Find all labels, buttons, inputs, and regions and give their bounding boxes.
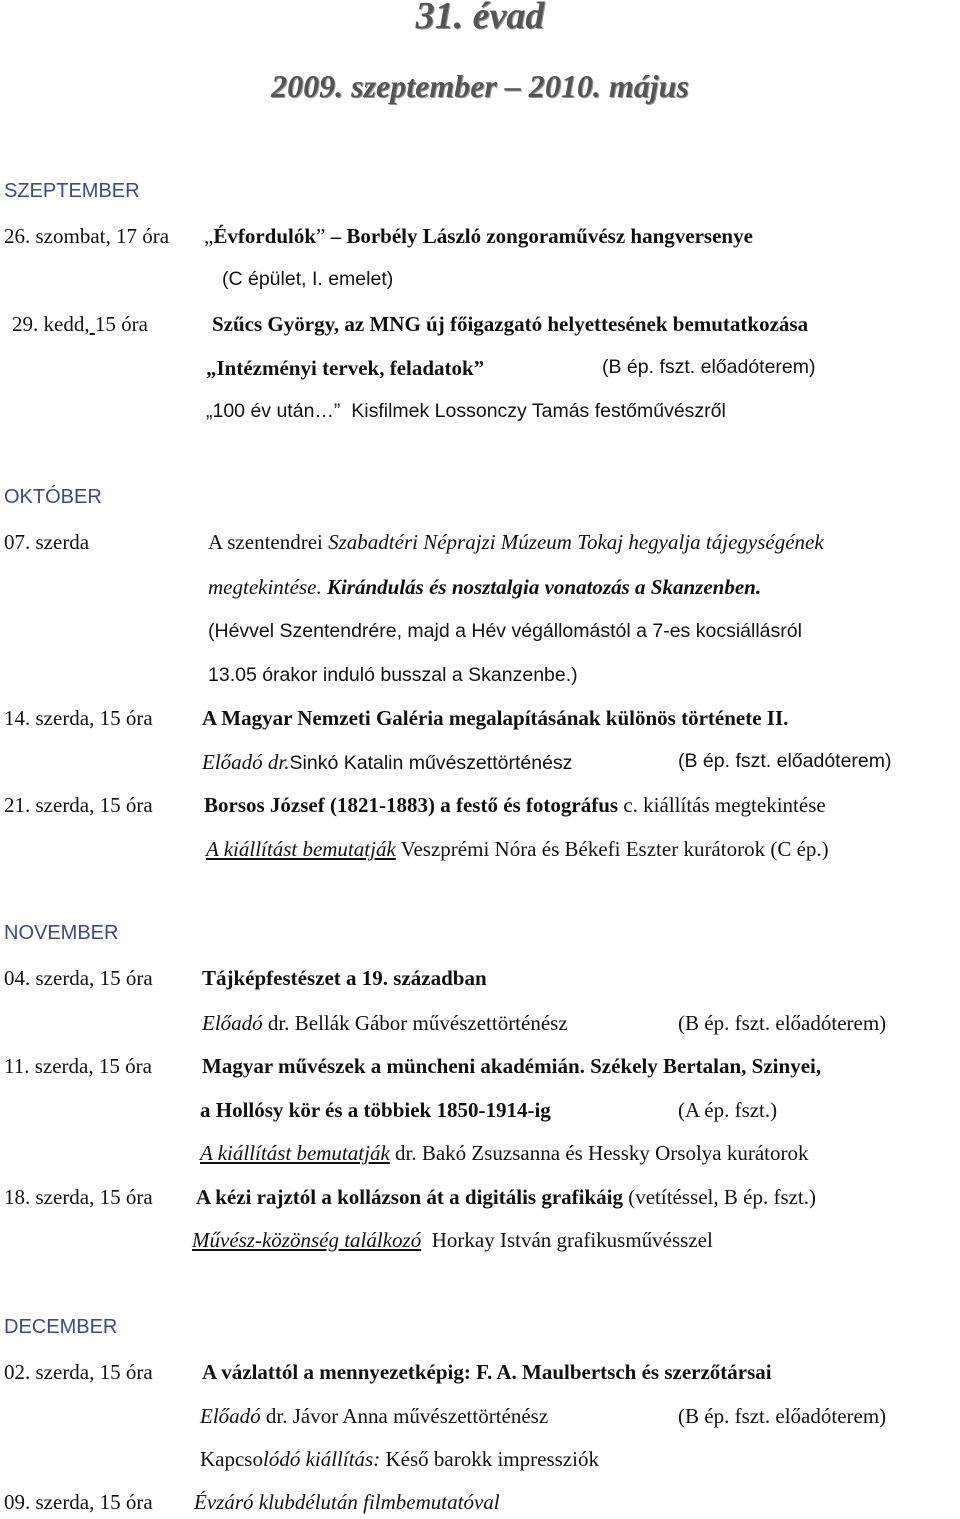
event-date-day: 29. kedd, bbox=[12, 312, 90, 336]
event-date: 07. szerda bbox=[4, 530, 90, 554]
event-title bbox=[202, 706, 788, 731]
curators-label: A kiállítást bemutatják bbox=[200, 1141, 390, 1165]
event-description-italic: megtekintése. bbox=[208, 575, 322, 599]
quote-open: „ bbox=[204, 224, 214, 248]
event-date: 26. szombat, 17 óra bbox=[4, 224, 170, 248]
event-date: 18. szerda, 15 óra bbox=[4, 1185, 153, 1209]
event-description bbox=[208, 575, 761, 600]
event-title bbox=[202, 966, 487, 991]
lecturer-label: Előadó bbox=[202, 1011, 263, 1035]
event-title bbox=[196, 1185, 816, 1210]
event-curators bbox=[200, 1141, 809, 1166]
event-title bbox=[204, 793, 826, 818]
event-location: (A ép. fszt.) bbox=[678, 1098, 778, 1122]
event-subtitle bbox=[206, 356, 484, 381]
related-exhibition: Késő barokk impressziók bbox=[385, 1447, 599, 1471]
event-location: (C épület, I. emelet) bbox=[222, 268, 394, 290]
event-date bbox=[12, 312, 148, 337]
event-title-main: A Magyar Nemzeti Galéria megalapításának különös története II. bbox=[202, 706, 789, 730]
lecturer-label: Előadó dr. bbox=[202, 750, 290, 774]
meeting-guest: Horkay István grafikusművésszel bbox=[431, 1228, 713, 1252]
related-label-italic: lódó kiállítás: bbox=[262, 1447, 381, 1471]
event-location: (B ép. fszt. előadóterem) bbox=[678, 1011, 887, 1035]
event-description bbox=[208, 530, 824, 555]
event-related bbox=[200, 1447, 599, 1472]
event-title-main: Magyar művészek a müncheni akadémián. Székely Bertalan, Szinyei, bbox=[202, 1054, 822, 1078]
curators-names: Veszprémi Nóra és Békefi Eszter kurátorok (C ép.) bbox=[400, 837, 829, 861]
event-lecturer bbox=[200, 1404, 548, 1429]
event-title-main: Tájképfestészet a 19. században bbox=[202, 966, 487, 990]
meeting-label: Művész-közönség találkozó bbox=[192, 1228, 422, 1252]
event-description-italic: Szabadtéri Néprajzi Múzeum Tokaj hegyalja tájegységének bbox=[328, 530, 824, 554]
event-note: (Hévvel Szentendrére, majd a Hév végállomástól a 7-es kocsiállásról bbox=[208, 620, 802, 642]
event-date: 02. szerda, 15 óra bbox=[4, 1360, 153, 1384]
event-location: (B ép. fszt. előadóterem) bbox=[602, 356, 816, 378]
event-meeting bbox=[192, 1228, 713, 1253]
event-highlight: Kirándulás és nosztalgia vonatozás a Skanzenben. bbox=[326, 575, 762, 599]
event-title bbox=[202, 1360, 772, 1385]
related-label-start: Kapcso bbox=[200, 1447, 263, 1471]
event-note: 13.05 órakor induló busszal a Skanzenbe.) bbox=[208, 664, 578, 686]
event-title-rest: – Borbély László zongoraművész hangversenye bbox=[330, 224, 753, 248]
month-heading-november: NOVEMBER bbox=[4, 922, 119, 944]
event-title-main: A vázlattól a mennyezetképig: F. A. Maulbertsch és szerzőtársai bbox=[202, 1360, 772, 1384]
event-date: 14. szerda, 15 óra bbox=[4, 706, 153, 730]
event-description-text: A szentendrei bbox=[208, 530, 329, 554]
event-lecturer bbox=[202, 750, 572, 775]
event-location: (B ép. fszt. előadóterem) bbox=[678, 1404, 887, 1428]
event-subtitle-text: „Intézményi tervek, feladatok” bbox=[206, 356, 485, 380]
curators-label: A kiállítást bemutatják bbox=[206, 837, 396, 861]
event-curators bbox=[206, 837, 829, 862]
month-heading-december: DECEMBER bbox=[4, 1316, 118, 1338]
lecturer-name: dr. Bellák Gábor művészettörténész bbox=[267, 1011, 568, 1035]
event-title-rest: c. kiállítás megtekintése bbox=[623, 793, 826, 817]
event-film bbox=[206, 400, 726, 423]
film-description: Kisfilmek Lossonczy Tamás festőművészről bbox=[351, 400, 726, 422]
month-heading-october: OKTÓBER bbox=[4, 486, 102, 508]
event-title-main: Évzáró klubdélután filmbemutatóval bbox=[194, 1490, 500, 1514]
event-title-main: Évfordulók bbox=[213, 224, 317, 248]
event-date: 04. szerda, 15 óra bbox=[4, 966, 153, 990]
event-title bbox=[194, 1490, 500, 1515]
event-lecturer bbox=[202, 1011, 568, 1036]
event-title bbox=[200, 1098, 551, 1123]
season-title: 31. évad bbox=[415, 0, 545, 37]
event-title-rest: (vetítéssel, B ép. fszt.) bbox=[628, 1185, 817, 1209]
event-date: 21. szerda, 15 óra bbox=[4, 793, 153, 817]
month-heading-september: SZEPTEMBER bbox=[4, 180, 140, 202]
event-date: 09. szerda, 15 óra bbox=[4, 1490, 153, 1514]
lecturer-name: Sinkó Katalin művészettörténész bbox=[289, 752, 573, 774]
event-date-time: 15 óra bbox=[94, 312, 148, 336]
event-title-line2: a Hollósy kör és a többiek 1850-1914-ig bbox=[200, 1098, 551, 1122]
event-title bbox=[212, 312, 808, 337]
lecturer-name: dr. Jávor Anna művészettörténész bbox=[265, 1404, 549, 1428]
event-title-main: Szűcs György, az MNG új főigazgató helyettesének bemutatkozása bbox=[212, 312, 809, 336]
curators-names: dr. Bakó Zsuzsanna és Hessky Orsolya kurátorok bbox=[395, 1141, 809, 1165]
event-title bbox=[202, 1054, 821, 1079]
event-date: 11. szerda, 15 óra bbox=[4, 1054, 152, 1078]
film-title: „100 év után…” bbox=[206, 400, 341, 422]
season-period: 2009. szeptember – 2010. május bbox=[271, 68, 689, 104]
event-title: „Évfordulók” – Borbély László zongoraművész hangversenye bbox=[204, 224, 753, 248]
event-title-main: A kézi rajztól a kollázson át a digitális grafikáig bbox=[196, 1185, 623, 1209]
lecturer-label: Előadó bbox=[200, 1404, 261, 1428]
event-location: (B ép. fszt. előadóterem) bbox=[678, 750, 892, 772]
event-title-main: Borsos József (1821-1883) a festő és fotográfus bbox=[204, 793, 619, 817]
